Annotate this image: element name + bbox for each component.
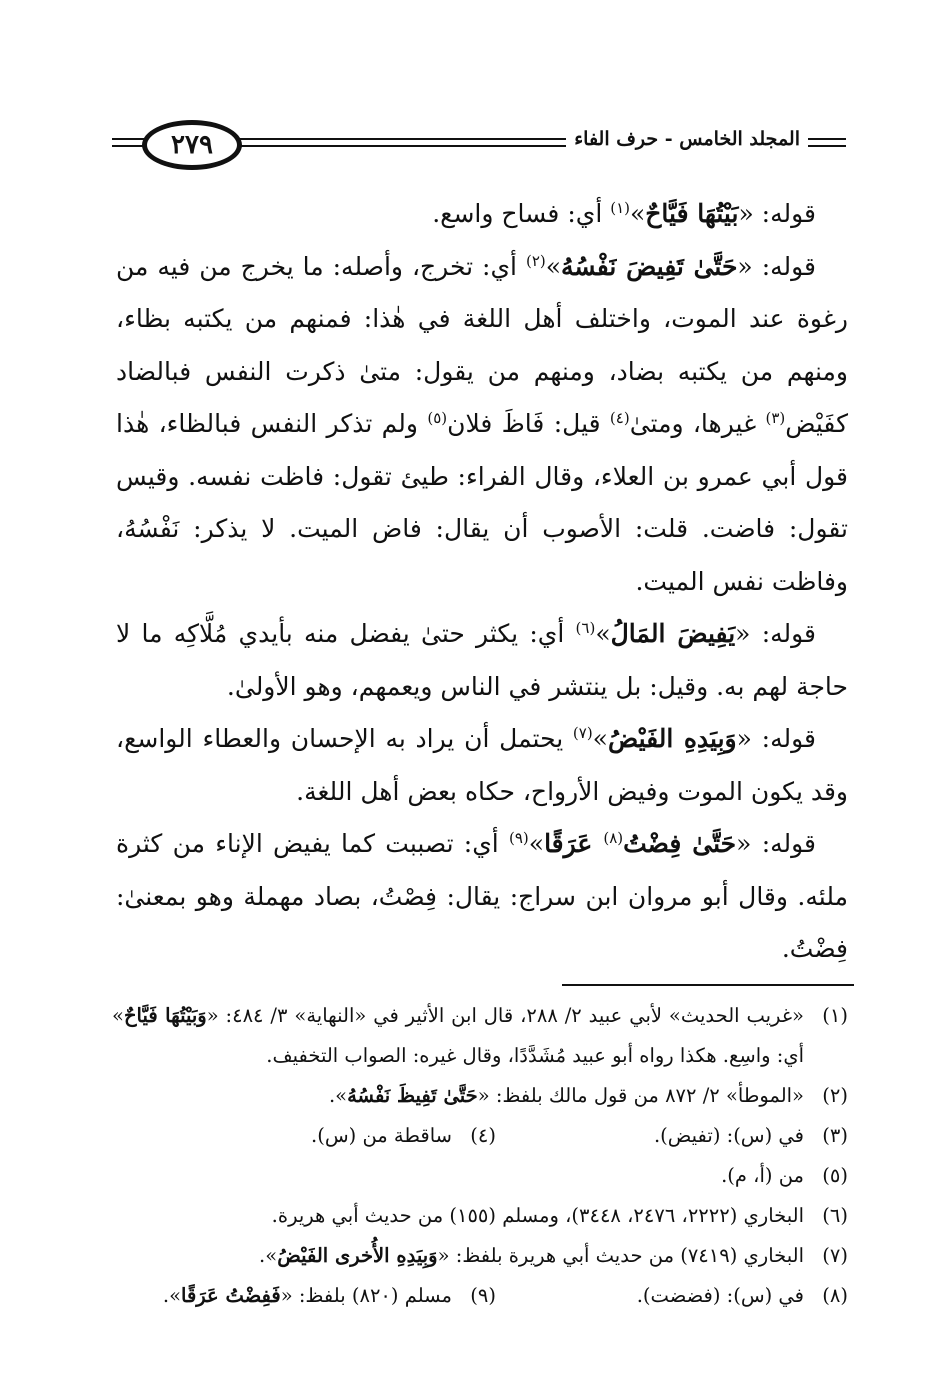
page-header bbox=[112, 118, 846, 178]
footnote-ref: (٢) bbox=[525, 251, 546, 270]
footnote-ref: (٩) bbox=[508, 829, 529, 847]
footnote-ref: (٨) bbox=[603, 829, 624, 847]
footnote-1: (١) «غريب الحديث» لأبي عبيد ٢/ ٢٨٨، قال ابن الأثير في «النهاية» ٣/ ٤٨٤: «وَبَيْتُهَا فَيَّاحٌ» أي: واسِع. هكذا رواه أبو عبيد مُشَدَّدًا، وقال غيره: الصواب التخفيف. bbox=[112, 1004, 848, 1067]
footnote-2: (٢) «الموطأ» ٢/ ٨٧٢ من قول مالك بلفظ: «حَتَّىٰ تَفِيظَ نَفْسُهُ». bbox=[328, 1084, 848, 1107]
footnote-row-3-4 bbox=[112, 1116, 848, 1156]
footnote-row-8-9 bbox=[112, 1276, 848, 1316]
paragraph-3: قوله: «يَفِيضَ المَالُ»$^{(٦)}$ أي: يكثر حتىٰ يفضل منه بأيدي مُلَّاكِه ما لا حاجة لهم به. وقيل: بل ينتشر في الناس ويعمهم، وهو الأولىٰ. bbox=[116, 619, 848, 701]
footnote-ref: (٥) bbox=[427, 409, 448, 427]
paragraph-4: قوله: «وَبِيَدِهِ الفَيْضُ»$^{(٧)}$ يحتمل أن يراد به الإحسان والعطاء الواسع، وقد يكون الموت وفيض الأرواح، حكاه بعض أهل اللغة. bbox=[116, 724, 848, 806]
main-text bbox=[116, 188, 848, 976]
paragraph-1: قوله: «بَيْتُهَا فَيَّاحٌ»$^{(١)}$ أي: فساح واسع. bbox=[432, 199, 816, 228]
footnote-3: (٣) في (س): (تفيض). bbox=[653, 1124, 848, 1147]
footnote-ref: (٤) bbox=[609, 409, 630, 427]
hadith-quote: حَتَّىٰ فِضْتُ bbox=[623, 829, 737, 858]
footnote-8: (٨) في (س): (فضضت). bbox=[636, 1284, 848, 1307]
footnote-6: (٦) البخاري (٢٢٢٢، ٢٤٧٦، ٣٤٤٨)، ومسلم (١٥٥) من حديث أبي هريرة. bbox=[271, 1204, 848, 1227]
hadith-quote: يَفِيضَ المَالُ bbox=[610, 619, 736, 648]
hadith-quote: بَيْتُهَا فَيَّاحٌ bbox=[645, 199, 739, 228]
footnote-9: (٩) مسلم (٨٢٠) بلفظ: «فَفِضْتُ عَرَقًا». bbox=[162, 1284, 496, 1307]
footnote-5: (٥) من (أ، م). bbox=[721, 1164, 848, 1187]
footnote-7: (٧) البخاري (٧٤١٩) من حديث أبي هريرة بلفظ: «وَبِيَدِهِ الأُخرى الفَيْضُ». bbox=[259, 1244, 848, 1267]
header-rule-middle-top bbox=[240, 138, 580, 140]
page-number-badge bbox=[142, 120, 242, 170]
header-rule-left-bottom bbox=[112, 145, 146, 147]
hadith-quote: عَرَقًا bbox=[544, 829, 604, 858]
footnote-separator bbox=[562, 984, 854, 986]
footnote-ref: (٧) bbox=[572, 724, 593, 742]
paragraph-2: قوله: «حَتَّىٰ تَفِيضَ نَفْسُهُ»$^{(٢)}$ أي: تخرج، وأصله: ما يخرج من فيه من رغوة عند الموت، واختلف أهل اللغة في هٰذا: فمنهم من يكتبه بظاء، ومنهم من يكتبه بضاد، ومنهم من يقول: متىٰ ذكرت النفس فبالضاد كفَيْض$^{(٣)}$ غيرها، ومتىٰ$^{(٤)}$ قيل: فَاظَ فلان$^{(٥)}$ ولم تذكر النفس فبالظاء، هٰذا قول أبي عمرو بن العلاء، وقال الفراء: طيئ تقول: فاظت نفسه. وقيس تقول: فاضت. قلت: الأصوب أن يقال: فاض الميت. لا يذكر: نَفْسُهُ، وفاظت نفس الميت. bbox=[116, 251, 848, 596]
paragraph-5: قوله: «حَتَّىٰ فِضْتُ$^{(٨)}$ عَرَقًا»$^{(٩)}$ أي: تصببت كما يفيض الإناء من كثرة ملئه. وقال أبو مروان ابن سراج: يقال: فِصْتُ، بصاد مهملة وهو بمعنىٰ: فِضْتُ. bbox=[116, 829, 848, 963]
hadith-quote: وَبِيَدِهِ الفَيْضُ bbox=[607, 724, 737, 753]
footnote-ref: (١) bbox=[610, 199, 630, 217]
running-head: المجلد الخامس - حرف الفاء bbox=[566, 128, 808, 150]
footnote-ref: (٦) bbox=[575, 619, 596, 637]
page-number: ٢٧٩ bbox=[171, 130, 213, 160]
header-rule-left-top bbox=[112, 138, 146, 140]
footnote-4: (٤) ساقطة من (س). bbox=[311, 1124, 496, 1147]
header-rule-middle-bottom bbox=[240, 145, 580, 147]
footnote-ref: (٣) bbox=[765, 409, 786, 427]
footnotes bbox=[112, 996, 848, 1316]
hadith-quote: حَتَّىٰ تَفِيضَ نَفْسُهُ bbox=[561, 251, 738, 281]
